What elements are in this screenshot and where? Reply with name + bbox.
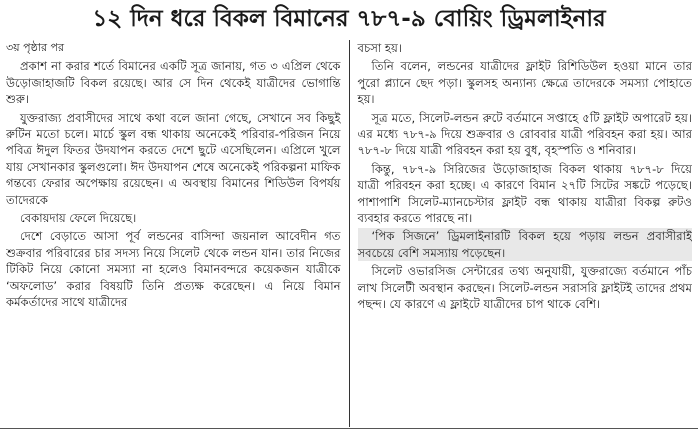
paragraph: কিন্তু, ৭৮৭-৯ সিরিজের উড়োজাহাজ বিকল থাকায় ৭৮৭-৮ দিয়ে যাত্রী পরিবহন করা হচ্ছে। এ কারণে বিমান ২৭টি সিটের সঙ্কটে পড়েছে। পাশাপাশি সিলেট-ম্যানচেস্টার ফ্লাইট বন্ধ থাকায় যাত্রীরা বিকল্প রুটও ব্যবহার করতে পারছে না। [357,161,692,226]
paragraph: সিলেট ওভারসিজ সেন্টারের তথ্য অনুযায়ী, যুক্তরাজ্যে বর্তমানে পাঁচ লাখ সিলেটী অবস্থান করছেন। সিলেট-লন্ডন সরাসরি ফ্লাইটই তাদের প্রথম পছন্দ। যে কারণে এ ফ্লাইটে যাত্রীদের চাপ থাকে বেশি। [357,264,692,312]
paragraph: তিনি বলেন, লন্ডনের যাত্রীদের ফ্লাইট রিশিডিউল হওয়া মানে তার পুরো প্ল্যানে ছেদ পড়া। স্কুলসহ অন্যান্য ক্ষেত্রে তাদেরকে সমস্যা পোহাতে হয়। [357,59,692,107]
paragraph: যুক্তরাজ্য প্রবাসীদের সাথে কথা বলে জানা গেছে, সেখানে সব কিছুই রুটিন মতো চলে। মার্চে স্কুল বন্ধ থাকায় অনেকেই পরিবার-পরিজন নিয়ে পবিত্র ঈদুল ফিতর উদযাপন করতে দেশে ছুটে এসেছিলেন। এপ্রিলে খুলে যায় সেখানকার স্কুলগুলো। ঈদ উদযাপন শেষে অনেকেই পরিকল্পনা মাফিক গন্তব্যে ফেরার অপেক্ষায় রয়েছেন। এ অবস্থায় বিমানের শিডিউল বিপর্যয় তাদেরকে [6,110,341,207]
paragraph: সূত্র মতে, সিলেট-লন্ডন রুটে বর্তমানে সপ্তাহে ৫টি ফ্লাইট অপারেট হয়। এর মধ্যে ৭৮৭-৯ দিয়ে শুক্রবার ও রোববার যাত্রী পরিবহন করা হয়। আর ৭৮৭-৮ দিয়ে যাত্রী পরিবহন করা হয় বুধ, বৃহস্পতি ও শনিবার। [357,110,692,158]
right-column [350,40,693,427]
article-body [6,40,692,427]
paragraph: বেকায়দায় ফেলে দিয়েছে। [20,211,137,226]
paragraph: দেশে বেড়াতে আসা পূর্ব লন্ডনের বাসিন্দা জয়নাল আবেদীন গত শুক্রবার পরিবারের চার সদস্য নিয়ে সিলেট থেকে লন্ডন যান। তার নিজের টিকিট নিয়ে কোনো সমস্যা না হলেও বিমানবন্দরে কয়েকজন যাত্রীকে ‘অফলোড’ করার বিষয়টি তিনি প্রত্যক্ষ করেছেন। এ নিয়ে বিমান কর্মকর্তাদের সাথে যাত্রীদের [6,229,341,310]
paragraph: বচসা হয়। [357,41,402,55]
continued-from-note: ৩য় পৃষ্ঠার পর [6,41,65,54]
left-column [6,40,349,427]
bottom-divider [0,428,698,429]
paragraph: প্রকাশ না করার শর্তে বিমানের একটি সূত্র জানায়, গত ৩ এপ্রিল থেকে উড়োজাহাজটি বিকল রয়েছে। আর সে দিন থেকেই যাত্রীদের ভোগান্তি শুরু। [6,59,341,107]
article-headline: ১২ দিন ধরে বিকল বিমানের ৭৮৭-৯ বোয়িং ড্রিমলাইনার [92,6,606,32]
paragraph: ‘পিক সিজনে’ ড্রিমলাইনারটি বিকল হয়ে পড়ায় লন্ডন প্রবাসীরাই সবচেয়ে বেশি সমস্যায় পড়েছেন। [357,229,692,260]
